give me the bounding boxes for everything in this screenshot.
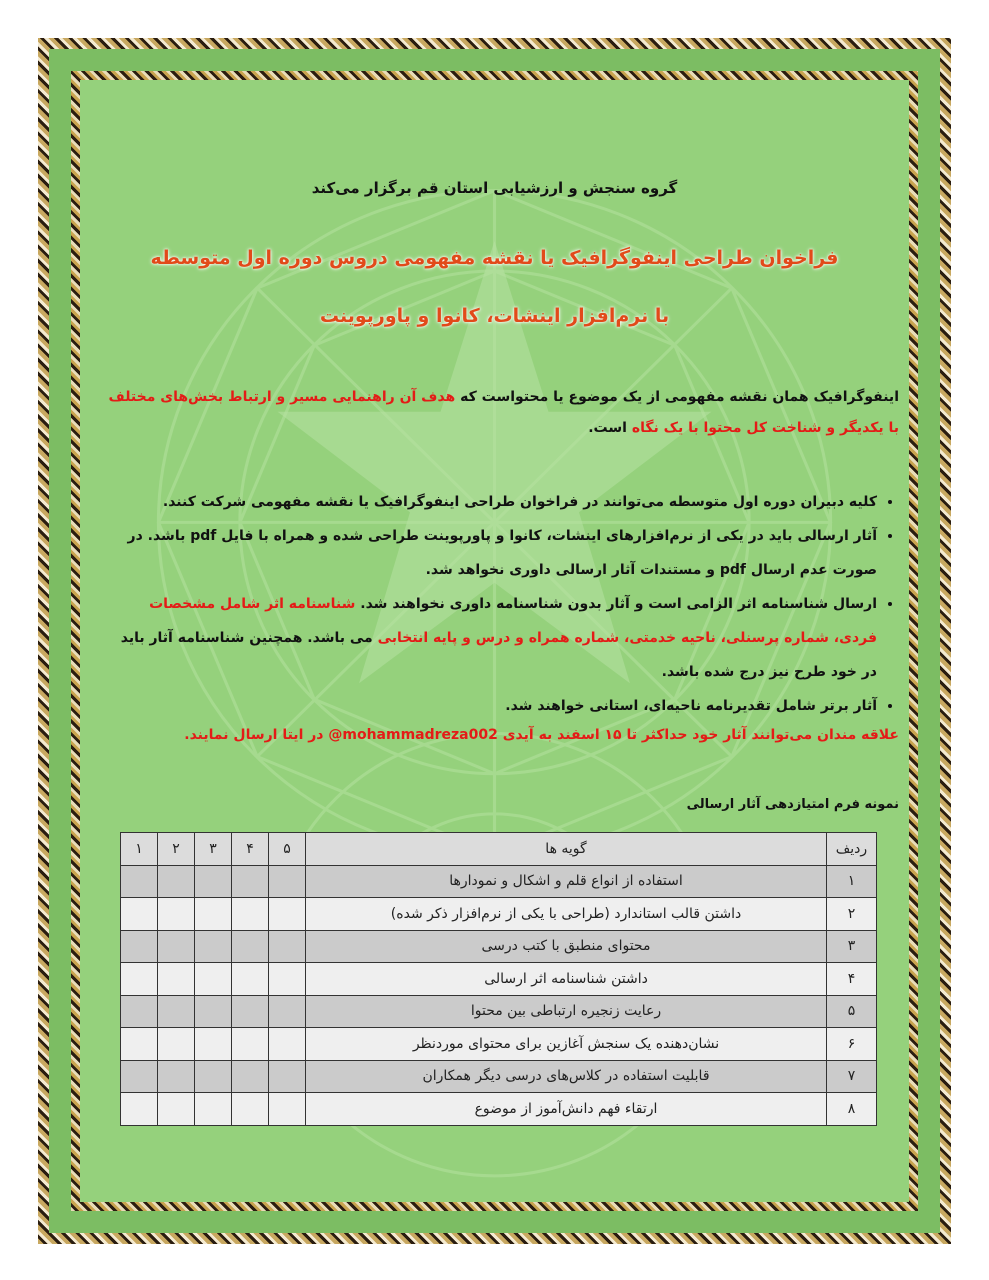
- score-cell[interactable]: [232, 898, 269, 931]
- rule-text: ارسال شناسنامه اثر الزامی است و آثار بدون شناسنامه داوری نخواهند شد.: [355, 596, 877, 612]
- score-cell[interactable]: [195, 1093, 232, 1126]
- rule-item: • آثار برتر شامل تقدیرنامه ناحیه‌ای، استانی خواهند شد.: [120, 689, 877, 723]
- score-cell[interactable]: [121, 1028, 158, 1061]
- score-cell[interactable]: [158, 898, 195, 931]
- header-score-5: ۵: [269, 833, 306, 866]
- row-item: نشان‌دهنده یک سنجش آغازین برای محتوای موردنظر: [306, 1028, 827, 1061]
- score-cell[interactable]: [121, 1060, 158, 1093]
- score-cell[interactable]: [121, 898, 158, 931]
- deadline-notice: علاقه مندان می‌توانند آثار خود حداکثر تا ۱۵ اسفند به آیدی mohammadreza002@ در ایتا ارسال نمایند.: [184, 727, 899, 743]
- score-cell[interactable]: [121, 930, 158, 963]
- rule-item: • کلیه دبیران دوره اول متوسطه می‌توانند در فراخوان طراحی اینفوگرافیک یا نقشه مفهومی شرکت کنند.: [120, 485, 877, 519]
- rules-list: [120, 485, 899, 723]
- score-cell[interactable]: [158, 1028, 195, 1061]
- score-cell[interactable]: [269, 865, 306, 898]
- score-cell[interactable]: [195, 898, 232, 931]
- row-number: ۴: [827, 963, 877, 996]
- score-cell[interactable]: [232, 930, 269, 963]
- score-cell[interactable]: [269, 963, 306, 996]
- rule-text: می باشد. همچنین شناسنامه آثار باید در خود طرح نیز درج شده باشد.: [120, 630, 877, 680]
- score-cell[interactable]: [158, 995, 195, 1028]
- header-items: گویه ها: [306, 833, 827, 866]
- score-cell[interactable]: [158, 963, 195, 996]
- score-cell[interactable]: [121, 1093, 158, 1126]
- score-cell[interactable]: [158, 930, 195, 963]
- intro-highlight: هدف آن راهنمایی مسیر و ارتباط بخش‌های مختلف با یکدیگر و شناخت کل محتوا با یک نگاه: [108, 389, 899, 436]
- call-title: فراخوان طراحی اینفوگرافیک یا نقشه مفهومی دروس دوره اول متوسطه: [150, 247, 839, 269]
- score-cell[interactable]: [121, 963, 158, 996]
- table-row: [121, 1028, 877, 1061]
- score-cell[interactable]: [195, 865, 232, 898]
- row-item: داشتن قالب استاندارد (طراحی با یکی از نرم‌افزار ذکر شده): [306, 898, 827, 931]
- row-item: رعایت زنجیره ارتباطی بین محتوا: [306, 995, 827, 1028]
- organizer-line: گروه سنجش و ارزشیابی استان قم برگزار می‌کند: [311, 179, 678, 197]
- intro-text-start: اینفوگرافیک همان نقشه مفهومی از یک موضوع یا محتواست که: [455, 389, 899, 405]
- table-header-row: [121, 833, 877, 866]
- call-subtitle: با نرم‌افزار اینشات، کانوا و پاورپوینت: [319, 305, 670, 327]
- header-score-2: ۲: [158, 833, 195, 866]
- score-cell[interactable]: [158, 865, 195, 898]
- form-caption: نمونه فرم امتیازدهی آثار ارسالی: [686, 797, 899, 812]
- header-score-4: ۴: [232, 833, 269, 866]
- row-number: ۳: [827, 930, 877, 963]
- header-score-3: ۳: [195, 833, 232, 866]
- score-cell[interactable]: [232, 1093, 269, 1126]
- page-frame: [38, 38, 951, 1244]
- table-row: [121, 865, 877, 898]
- scoring-table: [120, 832, 877, 1126]
- row-item: داشتن شناسنامه اثر ارسالی: [306, 963, 827, 996]
- score-cell[interactable]: [121, 995, 158, 1028]
- row-item: استفاده از انواع قلم و اشکال و نمودارها: [306, 865, 827, 898]
- row-item: قابلیت استفاده در کلاس‌های درسی دیگر همکاران: [306, 1060, 827, 1093]
- table-row: [121, 898, 877, 931]
- row-number: ۵: [827, 995, 877, 1028]
- score-cell[interactable]: [195, 995, 232, 1028]
- row-number: ۲: [827, 898, 877, 931]
- score-cell[interactable]: [269, 1060, 306, 1093]
- table-row: [121, 930, 877, 963]
- score-cell[interactable]: [269, 930, 306, 963]
- rule-item: [120, 587, 877, 689]
- score-cell[interactable]: [195, 1028, 232, 1061]
- score-cell[interactable]: [121, 865, 158, 898]
- row-number: ۸: [827, 1093, 877, 1126]
- row-item: ارتقاء فهم دانش‌آموز از موضوع: [306, 1093, 827, 1126]
- row-number: ۱: [827, 865, 877, 898]
- score-cell[interactable]: [232, 1060, 269, 1093]
- score-cell[interactable]: [232, 1028, 269, 1061]
- score-cell[interactable]: [269, 1028, 306, 1061]
- score-cell[interactable]: [232, 963, 269, 996]
- header-score-1: ۱: [121, 833, 158, 866]
- score-cell[interactable]: [269, 1093, 306, 1126]
- green-band: [49, 49, 940, 1233]
- header-row-number: ردیف: [827, 833, 877, 866]
- rule-highlight: شناسنامه اثر شامل مشخصات فردی، شماره پرسنلی، ناحیه خدمتی، شماره همراه و درس و پایه انتخابی: [149, 596, 877, 646]
- score-cell[interactable]: [232, 865, 269, 898]
- score-cell[interactable]: [195, 963, 232, 996]
- table-row: [121, 1060, 877, 1093]
- score-cell[interactable]: [269, 898, 306, 931]
- rule-item: • آثار ارسالی باید در یکی از نرم‌افزارهای اینشات، کانوا و پاورپوینت طراحی شده و همراه با فایل pdf باشد. در صورت عدم ارسال pdf و مستندات آثار ارسالی داوری نخواهد شد.: [120, 519, 877, 587]
- content-area: [80, 80, 909, 1202]
- table-row: [121, 1093, 877, 1126]
- table-row: [121, 995, 877, 1028]
- score-cell[interactable]: [195, 1060, 232, 1093]
- table-row: [121, 963, 877, 996]
- score-cell[interactable]: [158, 1060, 195, 1093]
- score-cell[interactable]: [195, 930, 232, 963]
- row-number: ۶: [827, 1028, 877, 1061]
- row-number: ۷: [827, 1060, 877, 1093]
- intro-text-end: است.: [588, 420, 632, 436]
- score-cell[interactable]: [232, 995, 269, 1028]
- row-item: محتوای منطبق با کتب درسی: [306, 930, 827, 963]
- score-cell[interactable]: [158, 1093, 195, 1126]
- inner-border: [71, 71, 918, 1211]
- score-cell[interactable]: [269, 995, 306, 1028]
- intro-paragraph: [94, 382, 899, 444]
